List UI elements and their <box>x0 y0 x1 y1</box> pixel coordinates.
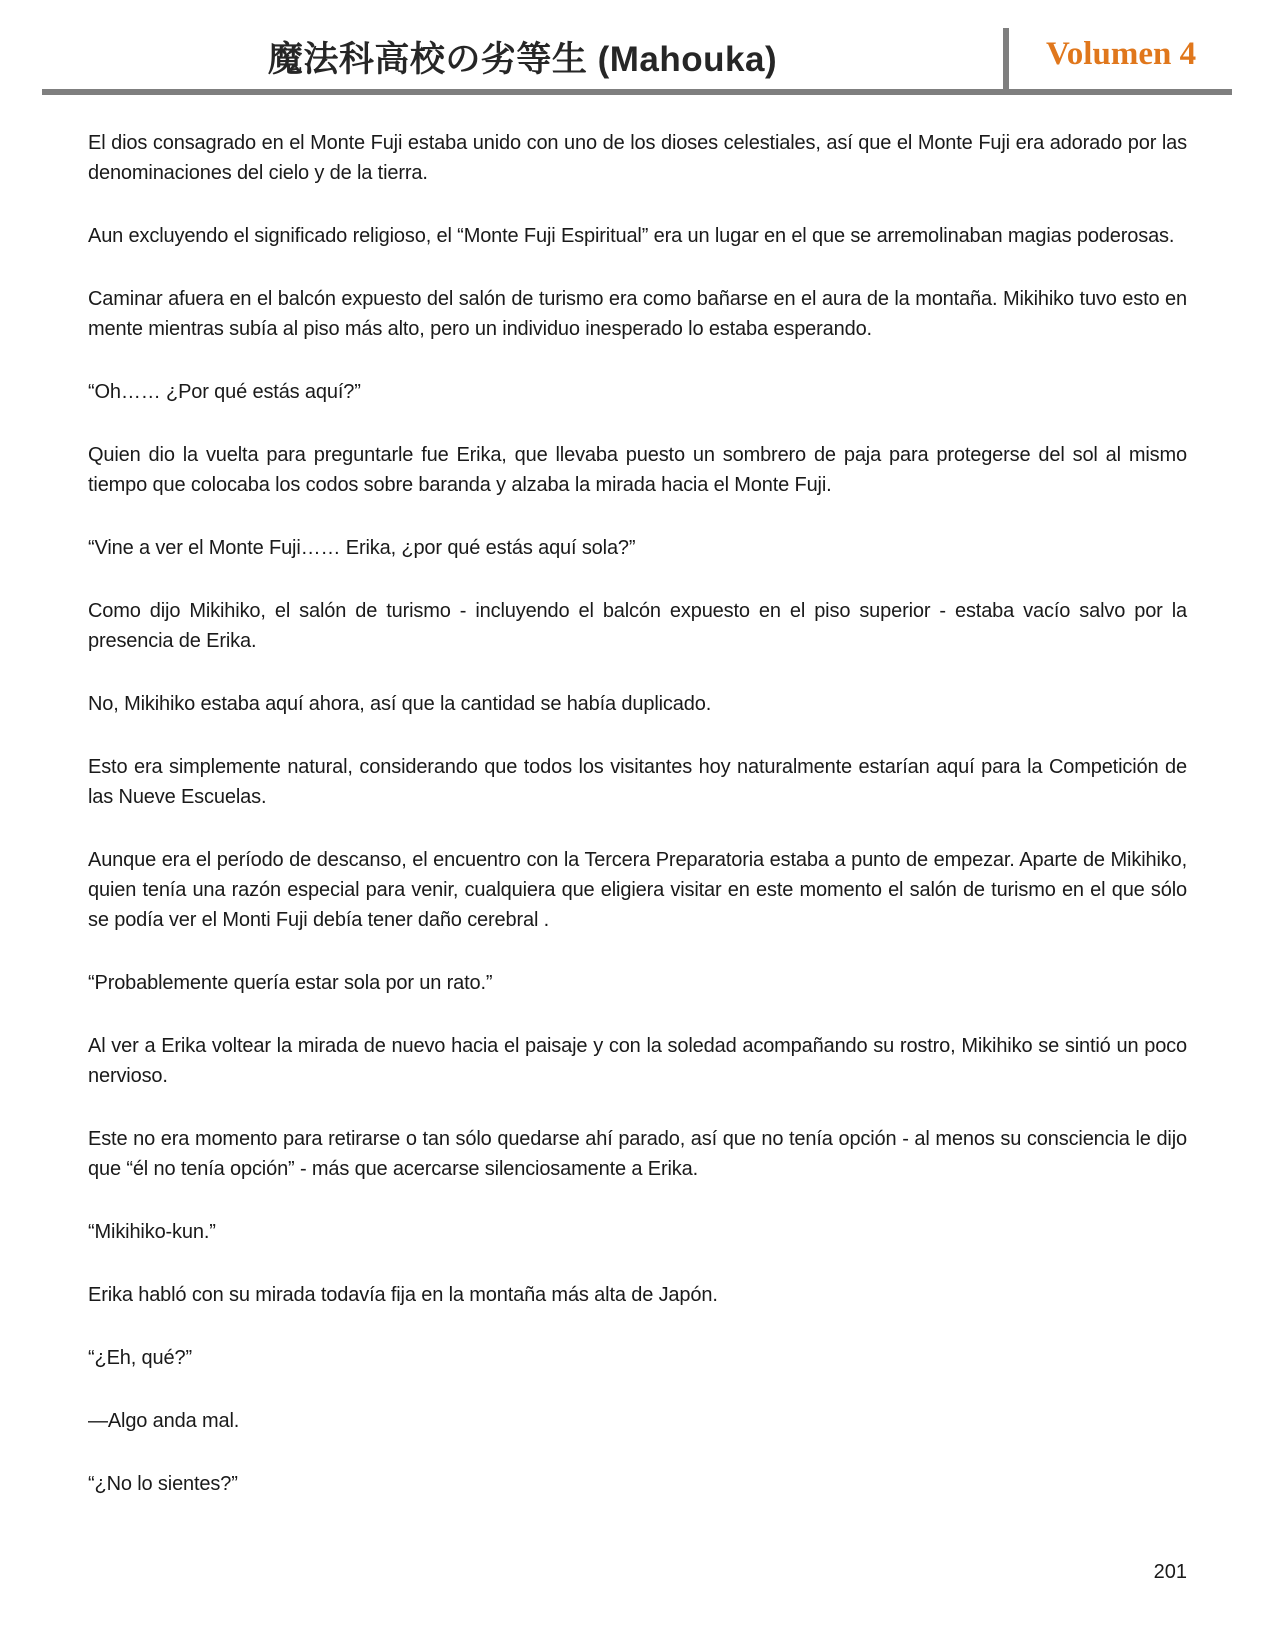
paragraph-dialogue: “Vine a ver el Monte Fuji…… Erika, ¿por qué estás aquí sola?” <box>88 537 636 559</box>
paragraph-dialogue: “Probablemente quería estar sola por un rato.” <box>88 972 493 994</box>
document-title: 魔法科高校の劣等生 (Mahouka) <box>267 40 778 79</box>
paragraph-dialogue: “¿Eh, qué?” <box>88 1347 192 1369</box>
paragraph: Como dijo Mikihiko, el salón de turismo - incluyendo el balcón expuesto en el piso superior - estaba vacío salvo por la presencia de Erika. <box>88 600 1187 652</box>
header-divider <box>1003 28 1009 89</box>
paragraph: Aunque era el período de descanso, el encuentro con la Tercera Preparatoria estaba a punto de empezar. Aparte de Mikihiko, quien tenía una razón especial para venir, cualquiera que eligiera visitar en este momento el salón de turismo en el que sólo se podía ver el Monti Fuji debía tener daño cerebral . <box>88 849 1187 931</box>
paragraph-dialogue: —Algo anda mal. <box>88 1410 240 1432</box>
paragraph: No, Mikihiko estaba aquí ahora, así que la cantidad se había duplicado. <box>88 693 712 715</box>
paragraph-dialogue: “¿No lo sientes?” <box>88 1473 238 1495</box>
paragraph: Quien dio la vuelta para preguntarle fue Erika, que llevaba puesto un sombrero de paja para protegerse del sol al mismo tiempo que colocaba los codos sobre baranda y alzaba la mirada hacia el Monte Fuji. <box>88 444 1187 496</box>
paragraph: Caminar afuera en el balcón expuesto del salón de turismo era como bañarse en el aura de la montaña. Mikihiko tuvo esto en mente mientras subía al piso más alto, pero un individuo inesperado lo estaba esperando. <box>88 288 1187 340</box>
paragraph: Al ver a Erika voltear la mirada de nuevo hacia el paisaje y con la soledad acompañando su rostro, Mikihiko se sintió un poco nervioso. <box>88 1035 1187 1087</box>
paragraph: Este no era momento para retirarse o tan sólo quedarse ahí parado, así que no tenía opción - al menos su consciencia le dijo que “él no tenía opción” - más que acercarse silenciosamente a Erika. <box>88 1128 1187 1180</box>
paragraph: Esto era simplemente natural, considerando que todos los visitantes hoy naturalmente estarían aquí para la Competición de las Nueve Escuelas. <box>88 756 1187 808</box>
page-header <box>0 0 1275 89</box>
paragraph-dialogue: “Oh…… ¿Por qué estás aquí?” <box>88 381 361 403</box>
paragraph: Erika habló con su mirada todavía fija en la montaña más alta de Japón. <box>88 1284 718 1306</box>
paragraph: El dios consagrado en el Monte Fuji estaba unido con uno de los dioses celestiales, así que el Monte Fuji era adorado por las denominaciones del cielo y de la tierra. <box>88 132 1187 184</box>
page-number: 201 <box>1153 1561 1187 1583</box>
page-body <box>88 95 1187 1532</box>
volume-label: Volumen 4 <box>1046 36 1197 72</box>
paragraph-dialogue: “Mikihiko-kun.” <box>88 1221 216 1243</box>
paragraph: Aun excluyendo el significado religioso, el “Monte Fuji Espiritual” era un lugar en el que se arremolinaban magias poderosas. <box>88 225 1175 247</box>
